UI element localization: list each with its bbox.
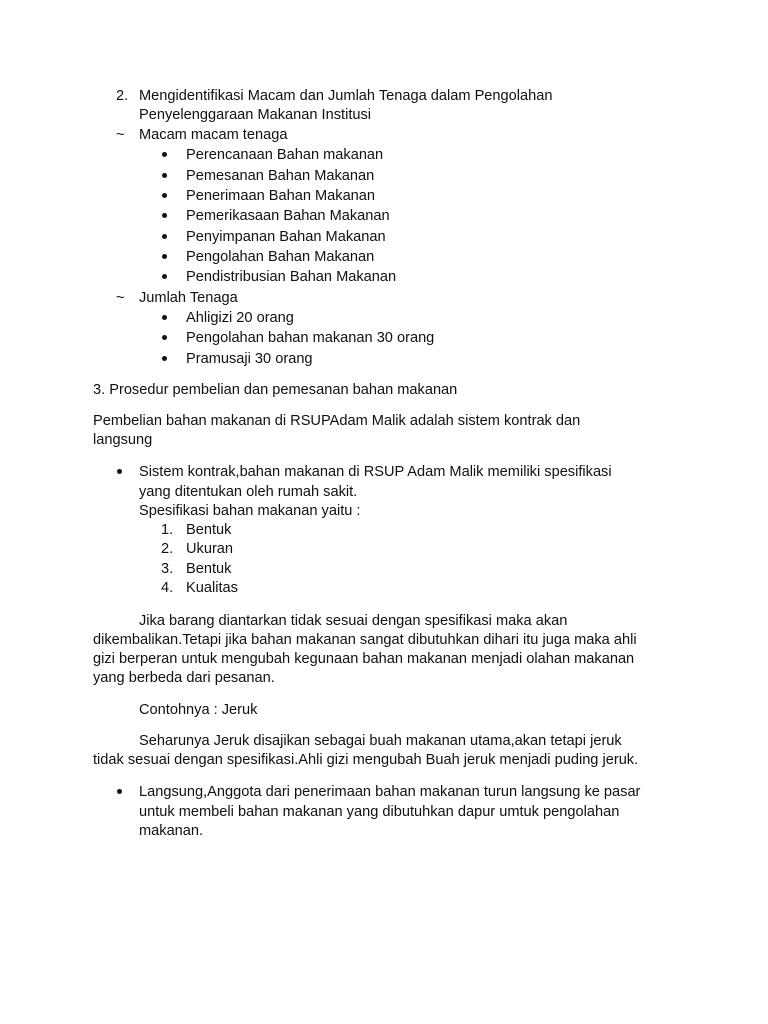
bullet-icon: [117, 469, 122, 474]
bullet-icon: [162, 356, 167, 361]
paragraph-2-line1: Seharunya Jeruk disajikan sebagai buah makanan utama,akan tetapi jeruk: [139, 733, 622, 749]
bullet-icon: [162, 152, 167, 157]
paragraph-1-line2: dikembalikan.Tetapi jika bahan makanan sangat dibutuhkan dihari itu juga maka ahli: [93, 632, 637, 648]
bullet-icon: [162, 335, 167, 340]
paragraph-1-line4: yang berbeda dari pesanan.: [93, 670, 275, 686]
bullet-icon: [162, 213, 167, 218]
bullet-icon: [162, 254, 167, 259]
macam-tenaga-label: Macam macam tenaga: [139, 127, 288, 143]
spec-number: 1.: [161, 522, 174, 538]
spec-item: Ukuran: [186, 541, 234, 557]
kontrak-line1: Sistem kontrak,bahan makanan di RSUP Adam Malik memiliki spesifikasi: [139, 464, 612, 480]
list-item: Ahligizi 20 orang: [186, 310, 294, 326]
spec-number: 4.: [161, 580, 174, 596]
list-item: Pemesanan Bahan Makanan: [186, 168, 375, 184]
list-item: Pramusaji 30 orang: [186, 351, 313, 367]
example-line: Contohnya : Jeruk: [139, 702, 258, 718]
section-2-title-line1: Mengidentifikasi Macam dan Jumlah Tenaga dalam Pengolahan: [139, 88, 553, 104]
kontrak-line2: yang ditentukan oleh rumah sakit.: [139, 484, 358, 500]
section-3-heading: 3. Prosedur pembelian dan pemesanan bahan makanan: [93, 382, 458, 398]
bullet-icon: [162, 315, 167, 320]
langsung-line2: untuk membeli bahan makanan yang dibutuhkan dapur umtuk pengolahan: [139, 804, 620, 820]
paragraph-2-line2: tidak sesuai dengan spesifikasi.Ahli gizi mengubah Buah jeruk menjadi puding jeruk.: [93, 752, 639, 768]
paragraph-1-line3: gizi berperan untuk mengubah kegunaan bahan makanan menjadi olahan makanan: [93, 651, 635, 667]
section-2-title-line2: Penyelenggaraan Makanan Institusi: [139, 107, 372, 123]
bullet-icon: [162, 234, 167, 239]
list-item: Pengolahan bahan makanan 30 orang: [186, 330, 435, 346]
intro-paragraph-line1: Pembelian bahan makanan di RSUPAdam Malik adalah sistem kontrak dan: [93, 413, 581, 429]
list-item: Penyimpanan Bahan Makanan: [186, 229, 386, 245]
tilde-marker-macam: ~: [116, 127, 125, 143]
spec-item: Bentuk: [186, 561, 232, 577]
list-item: Pemerikasaan Bahan Makanan: [186, 208, 390, 224]
jumlah-tenaga-label: Jumlah Tenaga: [139, 290, 238, 306]
intro-paragraph-line2: langsung: [93, 432, 153, 448]
tilde-marker-jumlah: ~: [116, 290, 125, 306]
list-item: Pengolahan Bahan Makanan: [186, 249, 375, 265]
spec-item: Bentuk: [186, 522, 232, 538]
spec-item: Kualitas: [186, 580, 238, 596]
bullet-icon: [162, 193, 167, 198]
langsung-line1: Langsung,Anggota dari penerimaan bahan makanan turun langsung ke pasar: [139, 784, 641, 800]
spec-number: 2.: [161, 541, 174, 557]
list-item: Perencanaan Bahan makanan: [186, 147, 384, 163]
bullet-icon: [162, 274, 167, 279]
list-number-2: 2.: [116, 88, 129, 104]
list-item: Pendistribusian Bahan Makanan: [186, 269, 397, 285]
bullet-icon: [162, 173, 167, 178]
kontrak-line3: Spesifikasi bahan makanan yaitu :: [139, 503, 361, 519]
spec-number: 3.: [161, 561, 174, 577]
langsung-line3: makanan.: [139, 823, 204, 839]
bullet-icon: [117, 789, 122, 794]
paragraph-1-line1: Jika barang diantarkan tidak sesuai dengan spesifikasi maka akan: [139, 613, 568, 629]
list-item: Penerimaan Bahan Makanan: [186, 188, 376, 204]
